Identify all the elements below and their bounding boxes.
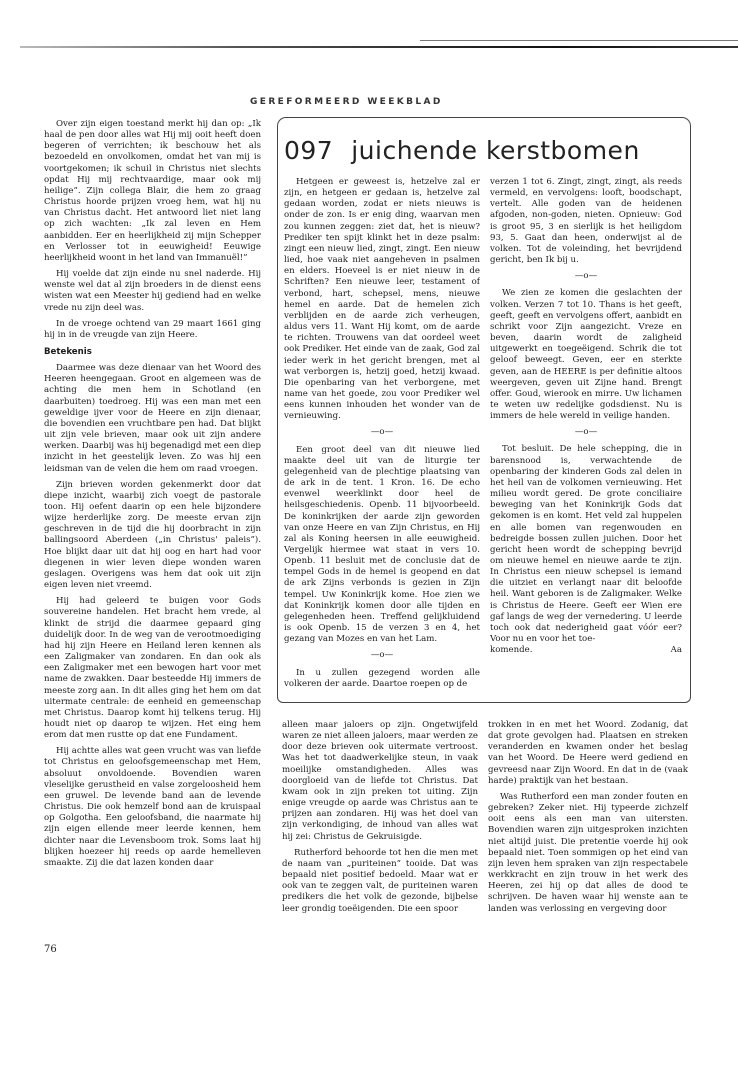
left-paragraph-7: Hij achtte alles wat geen vrucht was van liefde tot Christus en geloofsgemeenschap met Hem, absoluut onvoldoende. Bovendien waren vleselijke gerustheid en valse zorgeloosheid hem een gruwel. De levende band aan de levende Christus. Die ook hemzelf bond aan de kruispaal op Golgotha. Een geloofsband, die naarmate hij zijn eigen ellende meer leerde kennen, hem dichter naar die Levensboom trok. Soms laat hij blijken hoezeer hij reeds op aarde hemelleven smaakte. Zij die dat lazen konden daar [44, 746, 261, 868]
box-right-paragraph-3: Tot besluit. De hele schepping, die in barensnood is, verwachtende de openbaring der kinderen Gods zal delen in het heil van de volkomen vernieuwing. Het milieu wordt gered. De grote conciliaire beweging van het Koninkrijk Gods dat gekomen is en komt. Het veld zal huppelen en alle bomen van regenwouden en bedreigde bossen zullen juichen. Door het gericht heen wordt de schepping bevrijd om nieuwe hemel en nieuwe aarde te zijn. In Christus een nieuw schepsel is iemand die uitziet en verlangt naar dit beloofde heil. Want geboren is de Zaligmaker. Welke is Christus de Heere. Geeft eer Wien ere gaf langs de weg der vernedering. U leerde toch ook dat nederigheid gaat vóór eer? Voor nu en voor het toe- [490, 444, 682, 645]
running-header: GEREFORMEERD WEEKBLAD [250, 97, 443, 107]
left-paragraph-5: Zijn brieven worden gekenmerkt door dat diepe inzicht, waarbij zich voegt de pastorale toon. Hij oefent daarin op een hele bijzondere wijze herderlijke zorg. De meeste ervan zijn geschreven in de tijd die hij doorbracht in zijn ballingsoord Aberdeen („in Christus' paleis”). Hoe blijkt daar uit dat hij oog en hart had voor diegenen in wier leven diepe wonden waren geslagen. Overigens was hem dat ook uit zijn eigen leven niet vreemd. [44, 479, 261, 591]
lower-right-paragraph-2: Was Rutherford een man zonder fouten en gebreken? Zeker niet. Hij typeerde zichzelf ooit eens als een man van uitersten. Bovendien waren zijn uitgesproken inzichten niet altijd juist. Die pretentie voerde hij ook bepaald niet. Toen sommigen op het eind van zijn leven hem spraken van zijn respectabele werkkracht en zijn trouw in het werk des Heeren, zei hij op dat alles de dood te schrijven. De haven waar hij wenste aan te landen was verlossing en vergeving door [488, 791, 688, 914]
box-right-paragraph-1: verzen 1 tot 6. Zingt, zingt, zingt, als reeds vermeld, en vervolgens: looft, boodschapt, vertelt. Alle goden van de heidenen afgoden, non-goden, nieten. Opnieuw: God is groot 95, 3 en sierlijk is het heiligdom 93, 5. Gaat dan heen, onderwijst al de volken. Tot de voleinding, het bevrijdend gericht, ben Ik bij u. [490, 177, 682, 266]
left-paragraph-6: Hij had geleerd te buigen voor Gods souvereine handelen. Het bracht hem vrede, al klinkt de strijd die daarmee gepaard ging duidelijk door. In de weg van de verootmoediging had hij zijn Heere en Heiland leren kennen als een Zaligmaker van zondaren. En dan ook als een Zaligmaker met een bewogen hart voor met name de zwakken. Daar besteedde Hij immers de meeste zorg aan. In dit alles ging het hem om dat uitermate centrale: de eenheid en gemeenschap met Christus. Daarop komt hij telkens terug. Hij houdt niet op daarop te wijzen. Het eing hem erom dat men rustte op dat ene Fundament. [44, 596, 261, 741]
box-right-column [490, 177, 682, 697]
box-mid-paragraph-3: In u zullen gezegend worden alle volkeren der aarde. Daartoe roepen op de [284, 667, 480, 689]
top-rule [20, 46, 738, 48]
left-paragraph-4: Daarmee was deze dienaar van het Woord des Heeren heengegaan. Groot en algemeen was de achting die men hem in Schotland (en daarbuiten) toedroeg. Hij was een man met een geweldige ijver voor de Heere en zijn dienaar, die bovendien een vruchtbare pen had. Dat blijkt uit zijn vele brieven, maar ook uit zijn andere werken. Daarbij was hij begenadigd met een diep inzicht in het geestelijk leven. Zo was hij een leidsman van de velen die hem om raad vroegen. [44, 363, 261, 474]
section-separator: —o— [370, 650, 394, 661]
box-mid-paragraph-2: Een groot deel van dit nieuwe lied maakte deel uit van de liturgie ter gelegenheid van de plechtige plaatsing van de ark in de tent. 1 Kron. 16. De echo evenwel weerklinkt door heel de heilsgeschiedenis. Openb. 11 bijvoorbeeld. De koninkrijken der aarde zijn geworden van onze Heere en van Zijn Christus, en Hij zal als Koning heersen in alle eeuwigheid. Vergelijk hiermee wat staat in vers 10. Openb. 11 besluit met de conclusie dat de tempel Gods in de hemel is geopend en dat de ark Zijns verbonds is gezien in Zijn tempel. Uw Koninkrijk kome. Hoe zien we dat Koninkrijk komen door alle tijden en gelegenheden heen. Treffend gelijkluidend is ook Openb. 15 de verzen 3 en 4, het gezang van Mozes en van het Lam. [284, 444, 480, 645]
meditation-number: 097 [284, 136, 334, 165]
closing-word: komende. [490, 645, 533, 656]
top-rule-thin [420, 40, 738, 41]
left-paragraph-3: In de vroege ochtend van 29 maart 1661 ging hij in in de vreugde van zijn Heere. [44, 318, 261, 340]
section-separator: —o— [370, 427, 394, 438]
lower-mid-paragraph-2: Rutherford behoorde tot hen die men met de naam van „puriteinen” tooide. Dat was bepaald niet positief bedoeld. Maar wat er ook van te zeggen valt, de puriteinen waren predikers die het volk de gezonde, bijbelse leer grondig toeëigenden. Die een spoor [282, 847, 478, 914]
page-number: 76 [44, 944, 57, 955]
section-heading-betekenis: Betekenis [44, 346, 92, 357]
box-right-paragraph-2: We zien ze komen die geslachten der volken. Verzen 7 tot 10. Thans is het geeft, geeft, geeft en vervolgens offert, aanbidt en schrikt voor Zijn aangezicht. Vreze en beven, daarin wordt de zaligheid uitgewerkt en toegeëigend. Schrik die tot geloof beweegt. Geven, eer en sterkte geven, aan de HEERE is per definitie altoos weergeven, geven uit Zijne hand. Brengt offer. Goud, wierook en mirre. Uw lichamen te weten uw redelijke godsdienst. Nu is immers de hele wereld in veilige handen. [490, 288, 682, 422]
author-signature: Aa [670, 645, 682, 656]
lower-middle-column [282, 720, 478, 942]
box-middle-column [284, 177, 480, 697]
left-paragraph-2: Hij voelde dat zijn einde nu snel naderde. Hij wenste wel dat al zijn broeders in de dienst eens wisten wat een Meester hij gediend had en welke vrede nu zijn deel was. [44, 269, 261, 313]
meditation-title-text: juichende kerstbomen [351, 136, 640, 165]
lower-right-column [488, 720, 688, 942]
left-column [44, 119, 261, 939]
meditation-title [284, 136, 684, 165]
lower-right-paragraph-1: trokken in en met het Woord. Zodanig, dat dat grote gevolgen had. Plaatsen en streken veranderden en kwamen onder het beslag van het Woord. De Heere werd gediend en gevreesd naar Zijn Woord. En dat in de (vaak harde) praktijk van het bestaan. [488, 720, 688, 786]
lower-mid-paragraph-1: alleen maar jaloers op zijn. Ongetwijfeld waren ze niet alleen jaloers, maar werden ze door deze brieven ook uitermate vertroost. Was het tot daadwerkelijke steun, in vaak moeilijke omstandigheden. Alles was doorgloeid van de liefde tot Christus. Dat kwam ook in zijn preken tot uiting. Zijn enige vreugde op aarde was Christus aan te prijzen aan zondaren. Hij was het doel van zijn verkondiging, de inhoud van alles wat hij zei: Christus de Gekruisigde. [282, 720, 478, 842]
section-separator: —o— [574, 427, 598, 438]
section-separator: —o— [574, 271, 598, 282]
left-paragraph-1: Over zijn eigen toestand merkt hij dan op: „Ik haal de pen door alles wat Hij mij ooit heeft doen begeren of verrichten; ik beschouw het als bezoedeld en onvolkomen, omdat het van mij is voortgekomen; ik schuil in Christus niet slechts opdat Hij mij rechtvaardige, maar ook mij heilige”. Zijn collega Blair, die hem zo graag Christus hoorde prijzen vroeg hem, wat hij nu van Christus dacht. Het antwoord liet niet lang op zich wachten: „Ik zal leven en Hem aanbidden. Eer en heerlijkheid zij mijn Schepper en Verlosser tot in eeuwigheid! Eeuwige heerlijkheid woont in het land van Immanuël!” [44, 119, 261, 263]
closing-line [490, 645, 682, 656]
box-mid-paragraph-1: Hetgeen er geweest is, hetzelve zal er zijn, en hetgeen er gedaan is, hetzelve zal gedaan worden, zodat er niets nieuws is onder de zon. Is er enig ding, waarvan men zou kunnen zeggen: ziet dat, het is nieuw? Prediker ten spijt klinkt het in deze psalm: zingt een nieuw lied, zingt, zingt. Een nieuw lied, hoe vaak niet aangeheven in psalmen en elders. Hoeveel is er niet nieuw in de Schriften? Een nieuwe leer, testament of verbond, hart, schepsel, mens, nieuwe hemel en aarde. Dat de hemelen zich verblijden en de aarde zich verheugen, aldus vers 11. Want Hij komt, om de aarde te richten. Trouwens van dat oordeel weet ook Prediker. Het einde van de zaak, God zal ieder werk in het gericht brengen, met al wat verborgen is, hetzij goed, hetzij kwaad. Die openbaring van het verborgene, met name van het goede, zou voor Prediker wel eens kunnen inhouden het wonder van de vernieuwing. [284, 177, 480, 422]
